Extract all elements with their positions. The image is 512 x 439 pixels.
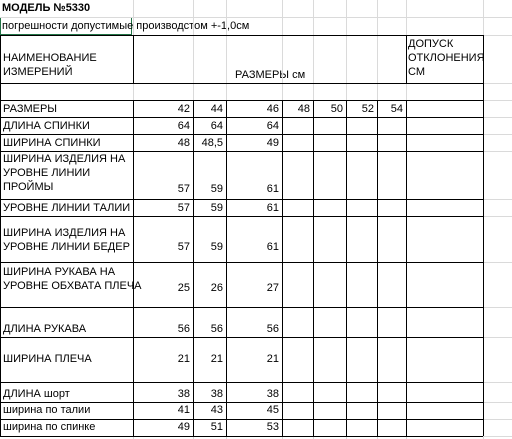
measurement-value: 64 bbox=[266, 120, 279, 132]
measurement-value: 38 bbox=[266, 388, 279, 400]
measurement-value: 21 bbox=[266, 353, 279, 365]
measurement-label: ШИРИНА ИЗДЕЛИЯ НА bbox=[3, 153, 126, 165]
measurement-value: 57 bbox=[177, 183, 190, 195]
border bbox=[0, 83, 483, 84]
tolerance-note: погрешности допустимые производстом +-1,0см bbox=[2, 20, 250, 32]
size-value: 48 bbox=[297, 103, 310, 115]
border bbox=[0, 134, 483, 135]
measurement-label: УРОВНЕ ЛИНИИ БЕДЕР bbox=[3, 241, 130, 253]
measurement-label: ДЛИНА СПИНКИ bbox=[3, 120, 90, 132]
measurement-label: ДЛИНА шорт bbox=[3, 388, 70, 400]
gridline-h bbox=[0, 17, 512, 18]
border bbox=[0, 436, 483, 437]
size-value: 52 bbox=[361, 103, 374, 115]
border bbox=[0, 307, 483, 308]
size-value: 44 bbox=[210, 103, 223, 115]
measurement-value: 51 bbox=[210, 421, 223, 433]
measurement-value: 38 bbox=[210, 388, 223, 400]
header-measurement-line1: НАИМЕНОВАНИЕ bbox=[3, 52, 97, 64]
measurement-value: 21 bbox=[210, 353, 223, 365]
border bbox=[483, 83, 484, 100]
border bbox=[313, 100, 314, 436]
border bbox=[0, 337, 483, 338]
size-value: 46 bbox=[266, 103, 279, 115]
border bbox=[0, 35, 483, 36]
measurement-label: ширина по спинке bbox=[3, 421, 96, 433]
measurement-value: 27 bbox=[266, 282, 279, 294]
measurement-value: 61 bbox=[266, 241, 279, 253]
header-measurement-line2: ИЗМЕРЕНИЙ bbox=[3, 66, 73, 78]
header-tolerance-line2: ОТКЛОНЕНИЯ bbox=[408, 52, 485, 64]
border bbox=[483, 35, 484, 83]
measurement-value: 56 bbox=[177, 323, 190, 335]
measurement-value: 49 bbox=[177, 421, 190, 433]
border bbox=[133, 100, 134, 436]
measurement-label: ПРОЙМЫ bbox=[3, 181, 54, 193]
measurement-value: 25 bbox=[177, 282, 190, 294]
measurement-value: 48,5 bbox=[201, 137, 223, 149]
header-tolerance-line1: ДОПУСК bbox=[408, 38, 454, 50]
border bbox=[0, 100, 483, 101]
size-value: 50 bbox=[330, 103, 343, 115]
measurement-value: 61 bbox=[266, 183, 279, 195]
measurement-value: 26 bbox=[210, 282, 223, 294]
measurement-value: 59 bbox=[210, 202, 223, 214]
measurement-value: 59 bbox=[210, 241, 223, 253]
border bbox=[133, 35, 134, 83]
header-sizes: РАЗМЕРЫ см bbox=[235, 69, 306, 81]
border bbox=[406, 100, 407, 436]
measurement-value: 59 bbox=[210, 183, 223, 195]
measurement-label: ШИРИНА ПЛЕЧА bbox=[3, 353, 92, 365]
measurement-value: 57 bbox=[177, 241, 190, 253]
border bbox=[406, 35, 407, 83]
measurement-label: УРОВНЕ ЛИНИИ ТАЛИИ bbox=[3, 202, 131, 214]
border bbox=[0, 199, 483, 200]
measurement-label: УРОВНЕ ЛИНИИ bbox=[3, 167, 91, 179]
measurement-value: 56 bbox=[210, 323, 223, 335]
measurement-label: УРОВНЕ ОБХВАТА ПЛЕЧА bbox=[3, 280, 142, 292]
border bbox=[0, 83, 1, 100]
measurement-label: ДЛИНА РУКАВА bbox=[3, 323, 87, 335]
border bbox=[226, 100, 227, 436]
border bbox=[193, 100, 194, 436]
measurement-label: ШИРИНА РУКАВА НА bbox=[3, 266, 116, 278]
measurement-value: 49 bbox=[266, 137, 279, 149]
border bbox=[0, 35, 1, 83]
border bbox=[377, 100, 378, 436]
size-value: 54 bbox=[390, 103, 403, 115]
border bbox=[0, 262, 483, 263]
measurement-value: 57 bbox=[177, 202, 190, 214]
measurement-value: 56 bbox=[266, 323, 279, 335]
measurement-value: 61 bbox=[266, 202, 279, 214]
measurement-value: 43 bbox=[210, 404, 223, 416]
measurement-value: 64 bbox=[177, 120, 190, 132]
measurement-value: 48 bbox=[177, 137, 190, 149]
border bbox=[0, 100, 1, 436]
border bbox=[483, 100, 484, 436]
header-tolerance-line3: СМ bbox=[408, 66, 425, 78]
border bbox=[0, 117, 483, 118]
size-value: 42 bbox=[177, 103, 190, 115]
measurement-value: 38 bbox=[177, 388, 190, 400]
measurement-label: ширина по талии bbox=[3, 404, 91, 416]
measurement-label: ШИРИНА ИЗДЕЛИЯ НА bbox=[3, 227, 126, 239]
border bbox=[0, 216, 483, 217]
measurement-value: 64 bbox=[210, 120, 223, 132]
measurement-value: 53 bbox=[266, 421, 279, 433]
measurement-value: 41 bbox=[177, 404, 190, 416]
sizes-row-label: РАЗМЕРЫ bbox=[3, 103, 58, 115]
border bbox=[346, 100, 347, 436]
measurement-value: 45 bbox=[266, 404, 279, 416]
border bbox=[0, 382, 483, 383]
measurement-label: ШИРИНА СПИНКИ bbox=[3, 137, 101, 149]
model-title: МОДЕЛЬ №5330 bbox=[2, 2, 91, 14]
measurement-value: 21 bbox=[177, 353, 190, 365]
border bbox=[282, 100, 283, 436]
